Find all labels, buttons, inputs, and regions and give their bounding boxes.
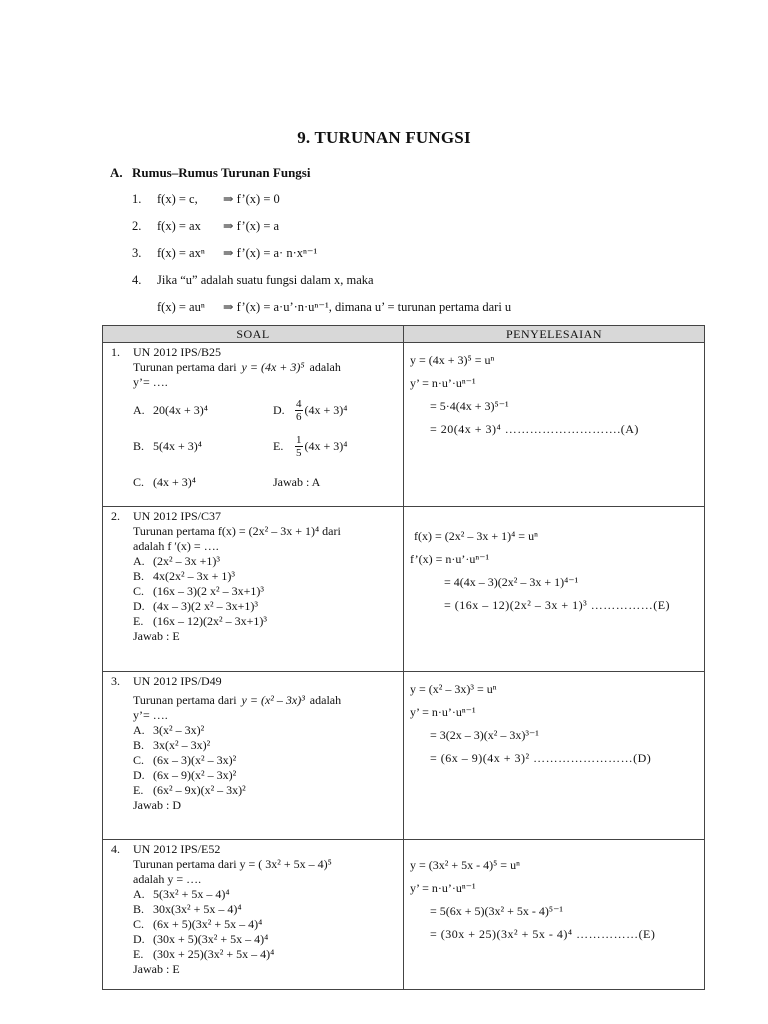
option-a: A. (2x² – 3x +1)³ xyxy=(133,554,220,568)
fraction: $\frac{4}{6}$ xyxy=(296,397,302,423)
section-title: Rumus–Rumus Turunan Fungsi xyxy=(132,165,311,180)
options-grid xyxy=(133,396,399,496)
formula-lhs: f(x) = auⁿ xyxy=(157,300,205,314)
question-text: Turunan pertama f(x) = (2x² – 3x + 1)⁴ dari xyxy=(133,524,341,538)
question-text: Turunan pertama dari y = (x² – 3x)³ adalah xyxy=(133,693,342,707)
option-e: E. (6x² – 9x)(x² – 3x)² xyxy=(133,783,246,797)
solution-line: = 5·4(4x + 3)⁵⁻¹ xyxy=(430,399,509,413)
column-header-soal: SOAL xyxy=(103,326,404,343)
option-e: E. (16x – 12)(2x² – 3x+1)³ xyxy=(133,614,267,628)
formula-item xyxy=(132,191,511,218)
option-d: D. (4x – 3)(2 x² – 3x+1)³ xyxy=(133,599,258,613)
formula-lhs: f(x) = axⁿ xyxy=(157,246,205,260)
solution-cell xyxy=(404,672,705,840)
formula-text: Jika “u” adalah suatu fungsi dalam x, maka xyxy=(157,273,374,287)
solution-cell xyxy=(404,507,705,672)
question-prompt: adalah f ′(x) = …. xyxy=(133,539,219,553)
formula-rhs: ⇒ f’(x) = 0 xyxy=(223,192,280,206)
solution-line: = 20(4x + 3)⁴ ……………………….(A) xyxy=(430,422,639,436)
question-expression: y = (x² – 3x)³ xyxy=(241,693,305,707)
table-row xyxy=(103,343,705,507)
formula-rhs: ⇒ f’(x) = a xyxy=(223,219,280,233)
question-text: Turunan pertama dari y = ( 3x² + 5x – 4)⁵ xyxy=(133,857,332,871)
formula-number: 2. xyxy=(132,219,142,233)
solution-line: = 5(6x + 5)(3x² + 5x - 4)⁵⁻¹ xyxy=(430,904,563,918)
formula-number: 4. xyxy=(132,273,142,287)
question-source: UN 2012 IPS/D49 xyxy=(133,674,222,688)
option-b: B. 5(4x + 3)⁴ xyxy=(133,438,202,453)
formula-rhs: ⇒ f’(x) = a· n·xⁿ⁻¹ xyxy=(223,246,318,260)
option-c: C. (6x + 5)(3x² + 5x – 4)⁴ xyxy=(133,917,263,931)
formula-list xyxy=(132,191,511,326)
solution-line: f(x) = (2x² – 3x + 1)⁴ = uⁿ xyxy=(414,529,538,543)
solution-line: = 4(4x – 3)(2x² – 3x + 1)⁴⁻¹ xyxy=(444,575,579,589)
solution-line: = (30x + 25)(3x² + 5x - 4)⁴ ……………(E) xyxy=(430,927,656,941)
option-d: D. $\frac{4}{6}$ (4x + 3)⁴ xyxy=(273,397,348,423)
formula-number: 1. xyxy=(132,192,142,206)
question-expression: y = (4x + 3)⁵ xyxy=(241,360,305,374)
solution-line: y’ = n·u’·uⁿ⁻¹ xyxy=(410,376,476,390)
section-heading xyxy=(110,165,310,181)
option-b: B. 30x(3x² + 5x – 4)⁴ xyxy=(133,902,242,916)
formula-lhs: f(x) = ax xyxy=(157,219,201,233)
question-cell xyxy=(103,343,404,507)
solution-line: = (16x – 12)(2x² – 3x + 1)³ ……………(E) xyxy=(444,598,671,612)
table-header-row xyxy=(103,326,705,343)
answer-key: Jawab : A xyxy=(273,474,321,489)
question-number: 2. xyxy=(111,509,120,523)
option-a: A. 20(4x + 3)⁴ xyxy=(133,402,208,417)
solution-line: f’(x) = n·u’·uⁿ⁻¹ xyxy=(410,552,490,566)
option-d: D. (30x + 5)(3x² + 5x – 4)⁴ xyxy=(133,932,269,946)
option-b: B. 3x(x² – 3x)² xyxy=(133,738,211,752)
question-number: 4. xyxy=(111,842,120,856)
question-cell xyxy=(103,507,404,672)
table-row xyxy=(103,507,705,672)
question-cell xyxy=(103,840,404,990)
solution-line: y’ = n·u’·uⁿ⁻¹ xyxy=(410,881,476,895)
question-text: Turunan pertama dari y = (4x + 3)⁵ adalah xyxy=(133,360,341,374)
page-title: 9. TURUNAN FUNGSI xyxy=(297,128,471,147)
option-c: C. (6x – 3)(x² – 3x)² xyxy=(133,753,237,767)
option-a: A. 3(x² – 3x)² xyxy=(133,723,205,737)
question-prompt: adalah y = …. xyxy=(133,872,202,886)
solution-line: y’ = n·u’·uⁿ⁻¹ xyxy=(410,705,476,719)
formula-lhs: f(x) = c, xyxy=(157,192,198,206)
column-header-penyelesaian: PENYELESAIAN xyxy=(404,326,705,343)
solution-line: = (6x – 9)(4x + 3)² ……………………(D) xyxy=(430,751,652,765)
solution-line: y = (x² – 3x)³ = uⁿ xyxy=(410,682,497,696)
formula-continuation xyxy=(132,299,511,326)
section-number: A. xyxy=(110,165,123,180)
option-a: A. 5(3x² + 5x – 4)⁴ xyxy=(133,887,230,901)
fraction: $\frac{1}{5}$ xyxy=(296,433,302,459)
answer-key: Jawab : E xyxy=(133,962,180,976)
option-c: C. (16x – 3)(2 x² – 3x+1)³ xyxy=(133,584,264,598)
question-source: UN 2012 IPS/B25 xyxy=(133,345,222,359)
table-row xyxy=(103,840,705,990)
problems-table xyxy=(102,325,705,990)
option-b: B. 4x(2x² – 3x + 1)³ xyxy=(133,569,235,583)
question-prompt: y’= …. xyxy=(133,708,168,722)
question-source: UN 2012 IPS/C37 xyxy=(133,509,222,523)
option-e: E. $\frac{1}{5}$ (4x + 3)⁴ xyxy=(273,433,348,459)
option-c: C. (4x + 3)⁴ xyxy=(133,474,196,489)
answer-key: Jawab : E xyxy=(133,629,180,643)
answer-key: Jawab : D xyxy=(133,798,181,812)
option-d: D. (6x – 9)(x² – 3x)² xyxy=(133,768,237,782)
formula-item xyxy=(132,245,511,272)
solution-line: y = (4x + 3)⁵ = uⁿ xyxy=(410,353,495,367)
option-e: E. (30x + 25)(3x² + 5x – 4)⁴ xyxy=(133,947,275,961)
question-prompt: y’= …. xyxy=(133,375,168,389)
question-number: 3. xyxy=(111,674,120,688)
question-cell xyxy=(103,672,404,840)
formula-item xyxy=(132,218,511,245)
question-number: 1. xyxy=(111,345,120,359)
table-row xyxy=(103,672,705,840)
formula-item xyxy=(132,272,511,299)
solution-line: = 3(2x – 3)(x² – 3x)³⁻¹ xyxy=(430,728,539,742)
formula-rhs: ⇒ f’(x) = a·u’·n·uⁿ⁻¹, dimana u’ = turunan pertama dari u xyxy=(223,300,512,314)
solution-cell xyxy=(404,343,705,507)
formula-number: 3. xyxy=(132,246,142,260)
solution-line: y = (3x² + 5x - 4)⁵ = uⁿ xyxy=(410,858,520,872)
solution-cell xyxy=(404,840,705,990)
question-source: UN 2012 IPS/E52 xyxy=(133,842,221,856)
